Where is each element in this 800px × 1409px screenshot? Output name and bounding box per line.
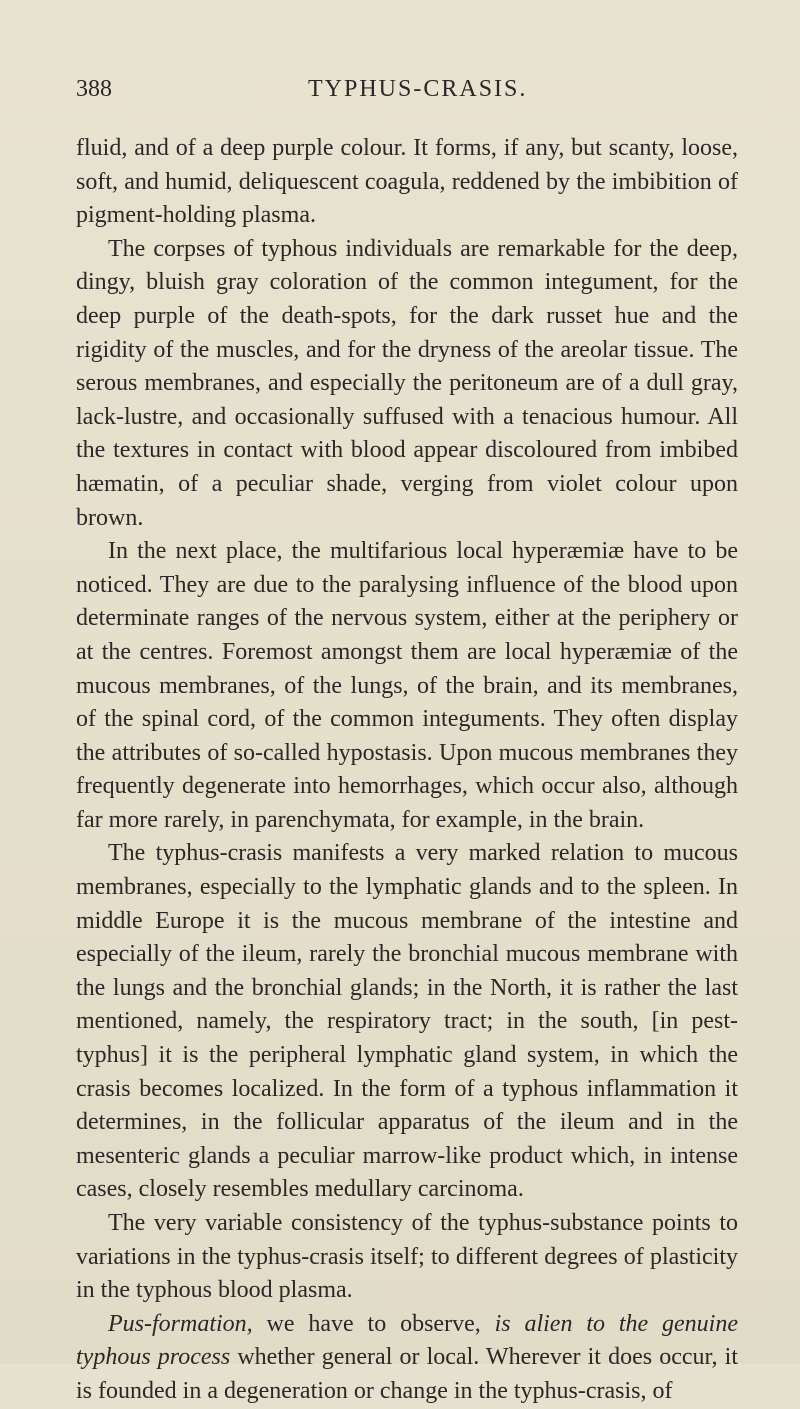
running-head: TYPHUS-CRASIS.	[308, 76, 528, 102]
plain-text-1: we have to observe,	[252, 1310, 495, 1337]
plain-text-2: whether general or local. Wherever it does occur, it is founded in a degeneration or change in the typhus-crasis, of	[76, 1344, 738, 1404]
paragraph-3: In the next place, the multifarious local hyperæmiæ have to be noticed. They are due to the paralysing influence of the blood upon determinate ranges of the nervous system, either at the periphery or at the centres. Foremost amongst them are local hyperæmiæ of the mucous membranes, of the lungs, of the brain, and its membranes, of the spinal cord, of the common integuments. They often display the attributes of so-called hypostasis. Upon mucous membranes they frequently degenerate into hemorrhages, which occur also, although far more rarely, in parenchymata, for example, in the brain.	[76, 538, 738, 833]
paragraph-1: fluid, and of a deep purple colour. It forms, if any, but scanty, loose, soft, and humid, deliquescent coagula, reddened by the imbibition of pigment-holding plasma.	[76, 135, 738, 229]
paragraph-2: The corpses of typhous individuals are remarkable for the deep, dingy, bluish gray coloration of the common integument, for the deep purple of the death-spots, for the dark russet hue and the rigidity of the muscles, and for the dryness of the areolar tissue. The serous membranes, and especially the peritoneum are of a dull gray, lack-lustre, and occasionally suffused with a tenacious humour. All the textures in contact with blood appear discoloured from imbibed hæmatin, of a peculiar shade, verging from violet colour upon brown.	[76, 235, 738, 531]
page-header	[76, 76, 736, 110]
page-number: 388	[76, 76, 112, 102]
body-text	[76, 132, 738, 1409]
paragraph-4: The typhus-crasis manifests a very marked relation to mucous membranes, especially to the lymphatic glands and to the spleen. In middle Europe it is the mucous membrane of the intestine and especially of the ileum, rarely the bronchial mucous membrane with the lungs and the bronchial glands; in the North, it is rather the last mentioned, namely, the respiratory tract; in the south, [in pest-typhus] it is the peripheral lymphatic gland system, in which the crasis becomes localized. In the form of a typhous inflammation it determines, in the follicular apparatus of the ileum and in the mesenteric glands a peculiar marrow-like product which, in intense cases, closely resembles medullary carcinoma.	[76, 840, 738, 1203]
italic-mid: is alien to the genuine typhous process	[76, 1310, 739, 1371]
paragraph-6	[76, 1308, 738, 1409]
paragraph-5: The very variable consistency of the typhus-substance points to variations in the typhus-crasis itself; to different degrees of plasticity in the typhous blood plasma.	[76, 1210, 738, 1304]
italic-lead: Pus-formation,	[108, 1310, 253, 1337]
